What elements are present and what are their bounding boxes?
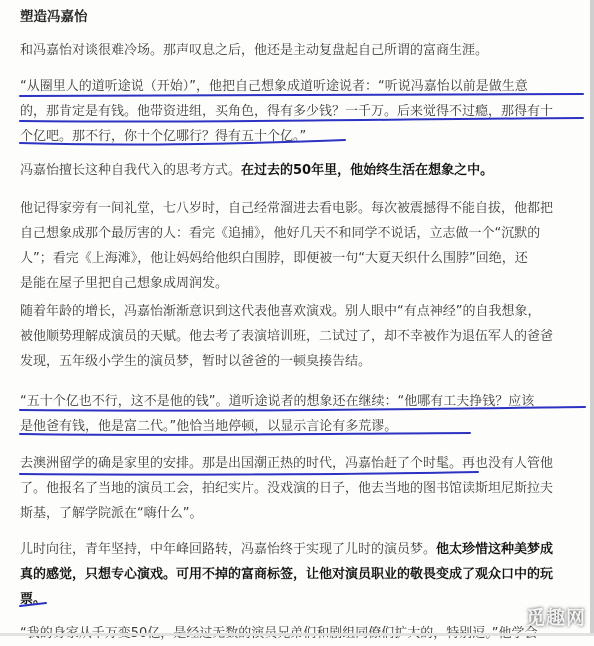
text-line: 冯嘉怡擅长这种自我代入的思考方式。在过去的50年里，他始终生活在想象之中。 <box>20 163 494 178</box>
text-line: “从圈里人的道听途说（开始）”，他把自己想象成道听途说者：“听说冯嘉怡以前是做生意 <box>20 79 528 94</box>
text-line: 自己想象成那个最厉害的人：看完《追捕》，他好几天不和同学不说话，立志做一个“沉默的 <box>20 226 541 241</box>
paragraph-7 <box>20 451 580 526</box>
page-edge <box>590 0 594 636</box>
text-line: 个亿吧。那不行，你十个亿哪行？得有五十个亿。” <box>20 129 307 144</box>
text-line: 票。 <box>20 592 47 607</box>
text-line: 人”；看完《上海滩》，他让妈妈给他织白围脖，即便被一句“大夏天织什么围脖”回绝，还 <box>20 251 528 266</box>
paragraph-1 <box>20 38 580 63</box>
paragraph-5 <box>20 299 580 374</box>
text-line: 斯基，了解学院派在“嗨什么”。 <box>20 506 203 521</box>
text-line: 他记得家旁有一间礼堂，七八岁时，自己经常溜进去看电影。每次被震撼得不能自拔，他都把 <box>20 201 554 216</box>
watermark: 觅趣网 <box>525 607 586 629</box>
text-line: 儿时向往，青年坚持，中年峰回路转，冯嘉怡终于实现了儿时的演员梦。他太珍惜这种美梦成 <box>20 542 554 557</box>
text-line: 是他爸有钱，他是富二代。”他恰当地停顿，以显示言论有多荒谬。 <box>20 419 398 434</box>
paragraph-3 <box>20 158 580 183</box>
text-line: 了。他报名了当地的演员工会，拍纪实片。没戏演的日子，他去当地的图书馆读斯坦尼斯拉夫 <box>20 481 554 496</box>
text-line: 随着年龄的增长，冯嘉怡渐渐意识到这代表他喜欢演戏。别人眼中“有点神经”的自我想象， <box>20 304 541 319</box>
text-line: 被他顺势理解成演员的天赋。他去考了表演培训班，二试过了，却不幸被作为退伍军人的爸爸 <box>20 329 554 344</box>
text-line: “五十个亿也不行，这不是他的钱”。道听途说者的想象还在继续：“他哪有工夫挣钱？应该 <box>20 394 535 409</box>
paragraph-4 <box>20 196 580 296</box>
paragraph-2 <box>20 74 580 149</box>
text-line: 的，那肯定是有钱。他带资进组，买角色，得有多少钱？一千万。后来觉得不过瘾，那得有十 <box>20 104 554 119</box>
text-line: 真的感觉，只想专心演戏。可用不掉的富商标签，让他对演员职业的敬畏变成了观众口中的玩 <box>20 567 554 582</box>
text-line: 是能在屋子里把自己想象成周润发。 <box>20 276 229 291</box>
paragraph-6 <box>20 389 580 439</box>
text-line: 和冯嘉怡对谈很难冷场。那声叹息之后，他还是主动复盘起自己所谓的富商生涯。 <box>20 43 489 58</box>
text-line: 发现，五年级小学生的演员梦，暂时以爸爸的一顿臭揍告结。 <box>20 354 372 369</box>
paragraph-8 <box>20 537 580 612</box>
article-title: 塑造冯嘉怡 <box>20 9 88 25</box>
text-line: 去澳洲留学的确是家里的安排。那是出国潮正热的时代，冯嘉怡赶了个时髦。再也没有人管他 <box>20 456 554 471</box>
